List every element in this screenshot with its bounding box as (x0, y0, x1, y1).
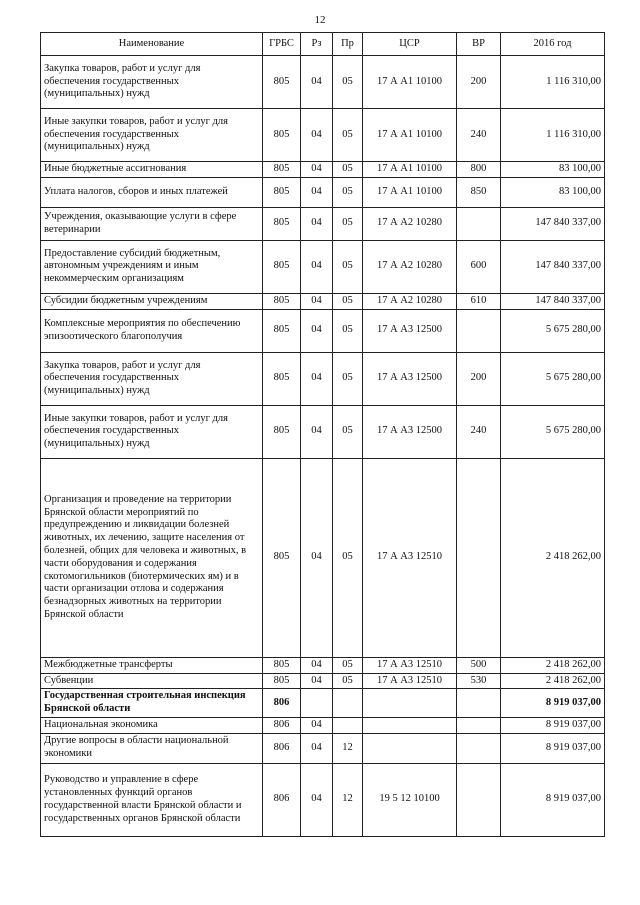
table-row (41, 689, 605, 718)
cell-amount: 8 919 037,00 (501, 733, 605, 763)
cell-csr: 17 А А3 12510 (363, 657, 457, 673)
cell-vr: 530 (457, 673, 501, 689)
cell-vr: 800 (457, 162, 501, 178)
header-amount: 2016 год (501, 33, 605, 56)
cell-grbs: 805 (263, 177, 301, 207)
cell-rz: 04 (301, 177, 333, 207)
cell-amount: 5 675 280,00 (501, 405, 605, 458)
cell-amount: 8 919 037,00 (501, 763, 605, 836)
cell-pr: 05 (333, 293, 363, 309)
cell-vr (457, 689, 501, 718)
table-row (41, 162, 605, 178)
table-row (41, 293, 605, 309)
cell-name: Закупка товаров, работ и услуг для обеспечения государственных (муниципальных) нужд (41, 56, 263, 109)
cell-pr: 12 (333, 763, 363, 836)
cell-name: Иные бюджетные ассигнования (41, 162, 263, 178)
cell-pr: 05 (333, 177, 363, 207)
table-row (41, 207, 605, 240)
table-row (41, 109, 605, 162)
cell-grbs: 805 (263, 162, 301, 178)
cell-grbs: 805 (263, 109, 301, 162)
table-row (41, 240, 605, 293)
cell-name: Иные закупки товаров, работ и услуг для обеспечения государственных (муниципальных) нужд (41, 109, 263, 162)
cell-rz: 04 (301, 733, 333, 763)
cell-csr: 17 А А2 10280 (363, 207, 457, 240)
cell-pr: 05 (333, 240, 363, 293)
cell-grbs: 805 (263, 405, 301, 458)
table-row (41, 56, 605, 109)
cell-vr (457, 309, 501, 352)
cell-amount: 147 840 337,00 (501, 293, 605, 309)
cell-grbs: 805 (263, 309, 301, 352)
cell-csr: 17 А А1 10100 (363, 162, 457, 178)
header-name: Наименование (41, 33, 263, 56)
cell-amount: 147 840 337,00 (501, 240, 605, 293)
cell-pr: 12 (333, 733, 363, 763)
header-vr: ВР (457, 33, 501, 56)
cell-grbs: 805 (263, 293, 301, 309)
cell-csr: 17 А А3 12500 (363, 309, 457, 352)
cell-vr (457, 717, 501, 733)
cell-pr: 05 (333, 352, 363, 405)
cell-pr: 05 (333, 56, 363, 109)
cell-vr: 200 (457, 352, 501, 405)
cell-csr: 17 А А2 10280 (363, 293, 457, 309)
cell-rz: 04 (301, 162, 333, 178)
cell-rz: 04 (301, 405, 333, 458)
cell-pr: 05 (333, 162, 363, 178)
cell-pr (333, 689, 363, 718)
cell-name: Уплата налогов, сборов и иных платежей (41, 177, 263, 207)
cell-amount: 1 116 310,00 (501, 109, 605, 162)
cell-rz: 04 (301, 240, 333, 293)
cell-rz: 04 (301, 657, 333, 673)
cell-amount: 83 100,00 (501, 162, 605, 178)
cell-csr: 17 А А1 10100 (363, 109, 457, 162)
cell-csr: 19 5 12 10100 (363, 763, 457, 836)
cell-amount: 2 418 262,00 (501, 458, 605, 657)
cell-vr: 500 (457, 657, 501, 673)
table-row (41, 763, 605, 836)
cell-grbs: 805 (263, 673, 301, 689)
cell-grbs: 805 (263, 56, 301, 109)
cell-name: Учреждения, оказывающие услуги в сфере ветеринарии (41, 207, 263, 240)
cell-grbs: 806 (263, 763, 301, 836)
cell-pr: 05 (333, 673, 363, 689)
cell-vr: 240 (457, 109, 501, 162)
header-pr: Пр (333, 33, 363, 56)
cell-grbs: 806 (263, 689, 301, 718)
cell-csr: 17 А А2 10280 (363, 240, 457, 293)
cell-amount: 83 100,00 (501, 177, 605, 207)
table-row (41, 352, 605, 405)
table-row (41, 177, 605, 207)
cell-amount: 147 840 337,00 (501, 207, 605, 240)
table-row (41, 309, 605, 352)
cell-vr (457, 763, 501, 836)
cell-pr: 05 (333, 207, 363, 240)
cell-amount: 2 418 262,00 (501, 673, 605, 689)
cell-vr (457, 458, 501, 657)
cell-vr (457, 733, 501, 763)
cell-name: Государственная строительная инспекция Брянской области (41, 689, 263, 718)
cell-csr (363, 733, 457, 763)
cell-csr: 17 А А3 12500 (363, 352, 457, 405)
cell-name: Другие вопросы в области национальной экономики (41, 733, 263, 763)
header-csr: ЦСР (363, 33, 457, 56)
cell-csr: 17 А А1 10100 (363, 56, 457, 109)
cell-grbs: 806 (263, 733, 301, 763)
table-row (41, 405, 605, 458)
cell-name: Национальная экономика (41, 717, 263, 733)
cell-vr: 600 (457, 240, 501, 293)
table-row (41, 458, 605, 657)
header-rz: Рз (301, 33, 333, 56)
cell-grbs: 805 (263, 352, 301, 405)
cell-name: Комплексные мероприятия по обеспечению эпизоотического благополучия (41, 309, 263, 352)
cell-rz: 04 (301, 109, 333, 162)
cell-amount: 5 675 280,00 (501, 352, 605, 405)
cell-grbs: 805 (263, 240, 301, 293)
cell-rz (301, 689, 333, 718)
cell-amount: 1 116 310,00 (501, 56, 605, 109)
cell-vr: 610 (457, 293, 501, 309)
cell-amount: 8 919 037,00 (501, 689, 605, 718)
cell-csr: 17 А А3 12510 (363, 673, 457, 689)
cell-vr: 850 (457, 177, 501, 207)
cell-rz: 04 (301, 673, 333, 689)
cell-rz: 04 (301, 309, 333, 352)
table-row (41, 733, 605, 763)
cell-name: Руководство и управление в сфере установленных функций органов государственной власти Брянской области и государственных органов Брянской области (41, 763, 263, 836)
budget-table (40, 32, 605, 837)
cell-amount: 5 675 280,00 (501, 309, 605, 352)
cell-csr: 17 А А3 12500 (363, 405, 457, 458)
cell-name: Субвенции (41, 673, 263, 689)
table-row (41, 657, 605, 673)
cell-rz: 04 (301, 207, 333, 240)
cell-pr: 05 (333, 109, 363, 162)
cell-vr: 240 (457, 405, 501, 458)
table-body (41, 56, 605, 837)
header-grbs: ГРБС (263, 33, 301, 56)
cell-grbs: 805 (263, 207, 301, 240)
cell-grbs: 805 (263, 458, 301, 657)
cell-name: Межбюджетные трансферты (41, 657, 263, 673)
table-row (41, 717, 605, 733)
cell-pr: 05 (333, 405, 363, 458)
cell-csr: 17 А А3 12510 (363, 458, 457, 657)
cell-rz: 04 (301, 352, 333, 405)
cell-csr (363, 689, 457, 718)
cell-name: Организация и проведение на территории Брянской области мероприятий по предупреждению и ликвидации болезней животных, их лечению, защите населения от болезней, общих для человека и животных, в части оборудования и содержания скотомогильников (биотермических ям) и в части организации отлова и содержания безнадзорных животных на территории Брянской области (41, 458, 263, 657)
cell-name: Иные закупки товаров, работ и услуг для обеспечения государственных (муниципальных) нужд (41, 405, 263, 458)
cell-csr: 17 А А1 10100 (363, 177, 457, 207)
cell-pr: 05 (333, 458, 363, 657)
cell-rz: 04 (301, 458, 333, 657)
header-row (41, 33, 605, 56)
cell-pr: 05 (333, 309, 363, 352)
cell-rz: 04 (301, 293, 333, 309)
cell-name: Закупка товаров, работ и услуг для обеспечения государственных (муниципальных) нужд (41, 352, 263, 405)
cell-csr (363, 717, 457, 733)
cell-rz: 04 (301, 56, 333, 109)
cell-grbs: 805 (263, 657, 301, 673)
cell-pr (333, 717, 363, 733)
page-number: 12 (314, 14, 326, 26)
cell-name: Субсидии бюджетным учреждениям (41, 293, 263, 309)
cell-amount: 2 418 262,00 (501, 657, 605, 673)
cell-name: Предоставление субсидий бюджетным, автономным учреждениям и иным некоммерческим организациям (41, 240, 263, 293)
cell-vr (457, 207, 501, 240)
cell-amount: 8 919 037,00 (501, 717, 605, 733)
cell-rz: 04 (301, 717, 333, 733)
cell-vr: 200 (457, 56, 501, 109)
cell-grbs: 806 (263, 717, 301, 733)
cell-rz: 04 (301, 763, 333, 836)
cell-pr: 05 (333, 657, 363, 673)
table-row (41, 673, 605, 689)
